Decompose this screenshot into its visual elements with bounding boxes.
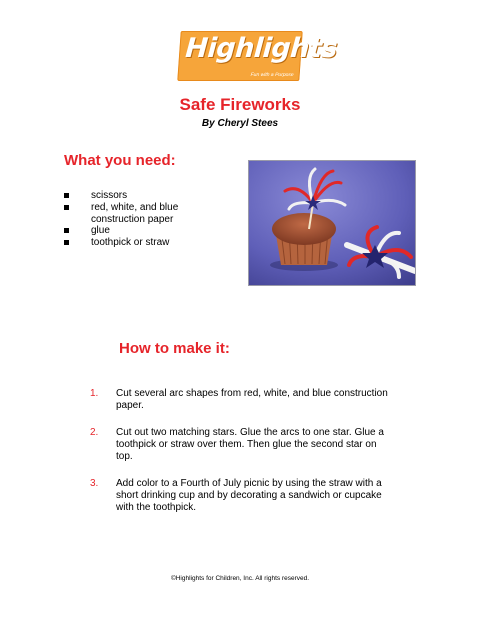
step-item [90, 427, 390, 463]
page-title: Safe Fireworks [179, 95, 301, 114]
how-to-make-heading: How to make it: [119, 340, 230, 357]
highlights-logo [177, 31, 339, 81]
list-item-text: scissors [91, 190, 128, 201]
list-item [63, 202, 233, 226]
list-item [63, 225, 233, 237]
instruction-steps [90, 388, 390, 529]
cupcake-fireworks-illustration [249, 161, 415, 285]
bullet-icon [64, 240, 69, 245]
step-text: Add color to a Fourth of July picnic by using the straw with a short drinking cup and by decorating a sandwich or cupcake with the toothpick. [116, 478, 382, 513]
craft-photo [248, 160, 416, 286]
logo-tagline: Fun with a Purpose [250, 72, 294, 78]
materials-list [63, 190, 233, 249]
step-number: 2. [90, 427, 99, 438]
author-byline: By Cheryl Stees [201, 118, 279, 129]
step-number: 1. [90, 388, 99, 399]
bullet-icon [64, 193, 69, 198]
list-item [63, 237, 233, 249]
bullet-icon [64, 228, 69, 233]
step-item [90, 388, 390, 412]
list-item-text: glue [91, 225, 110, 237]
step-text: Cut several arc shapes from red, white, and blue construction paper. [116, 388, 388, 411]
list-item-text: toothpick or straw [91, 237, 170, 249]
list-item-text: red, white, and blue construction paper [91, 201, 179, 225]
step-text: Cut out two matching stars. Glue the arcs to one star. Glue a toothpick or straw over them. Then glue the second star on top. [116, 427, 384, 462]
what-you-need-heading: What you need: [64, 152, 176, 169]
list-item [63, 190, 233, 202]
copyright-footer: ©Highlights for Children, Inc. All rights reserved. [170, 575, 310, 582]
step-number: 3. [90, 478, 99, 489]
logo-wordmark: Highlights [184, 33, 339, 64]
bullet-icon [64, 205, 69, 210]
step-item [90, 478, 390, 514]
